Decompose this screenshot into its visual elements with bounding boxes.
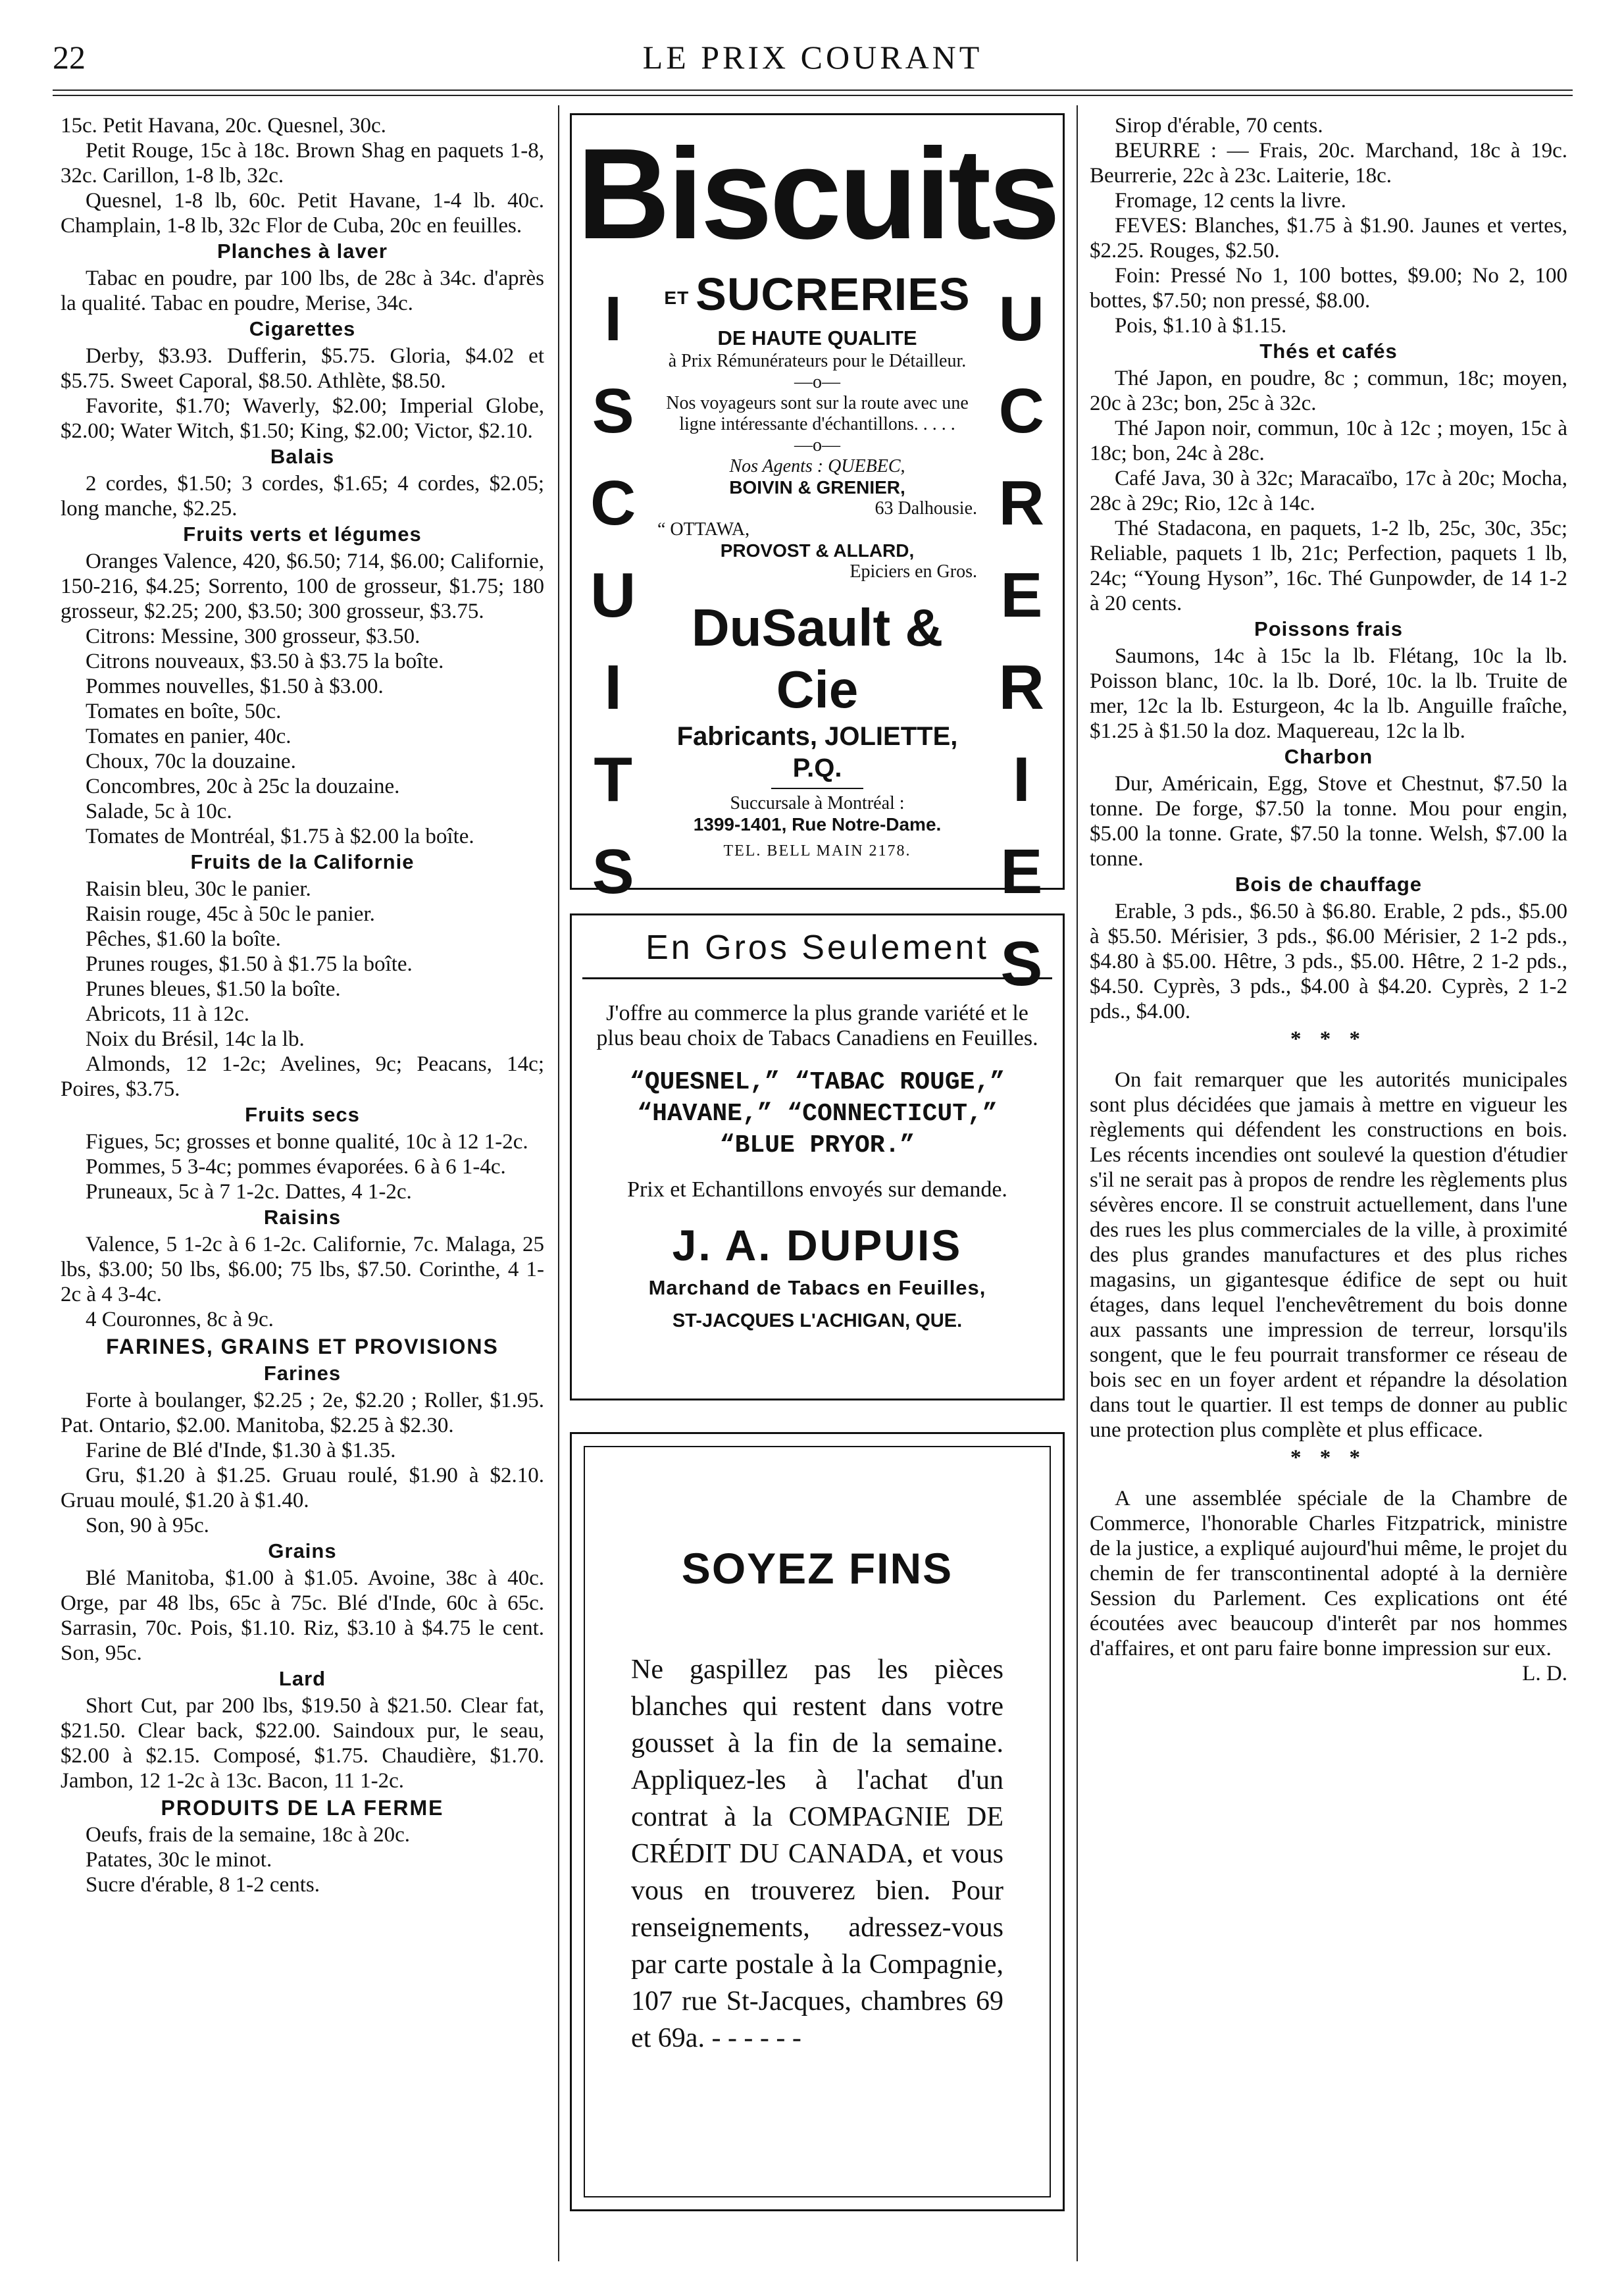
price-paragraph: Pommes, 5 3-4c; pommes évaporées. 6 à 6 1-4c.	[86, 1155, 506, 1179]
price-paragraph: Figues, 5c; grosses et bonne qualité, 10c à 12 1-2c.	[86, 1130, 528, 1154]
price-paragraph: Favorite, $1.70; Waverly, $2.00; Imperial Globe, $2.00; Water Witch, $1.50; King, $2.00; Victor, $2.10.	[61, 394, 544, 443]
price-paragraph: Quesnel, 1-8 lb, 60c. Petit Havane, 1-4 lb. 40c. Champlain, 1-8 lb, 32c Flor de Cuba, 20c en feuilles.	[61, 189, 544, 238]
agent-quebec-address: 63 Dalhousie.	[875, 498, 977, 519]
price-paragraph: Dur, Américain, Egg, Stove et Chestnut, $7.50 la tonne. De forge, $7.50 la tonne. Mou pour engin, $5.00 la tonne. Grate, $7.50 la tonne. Welsh, $7.00 la tonne.	[1090, 772, 1567, 871]
et-label: ET	[664, 287, 690, 308]
dupuis-tobacco-advertisement	[570, 913, 1065, 1400]
price-paragraph: Short Cut, par 200 lbs, $19.50 à $21.50. Clear fat, $21.50. Clear back, $22.00. Saindoux pur, le seau, $2.00 à $2.15. Composé, $1.75. Chaudière, $1.70. Jambon, 12 1-2c à 13c. Bacon, 11 1-2c.	[61, 1694, 544, 1793]
section-separator: * * *	[1290, 1027, 1367, 1051]
vertical-letter: R	[998, 652, 1044, 723]
price-paragraph: Prunes bleues, $1.50 la boîte.	[86, 977, 341, 1001]
page-number: 22	[53, 39, 86, 76]
price-paragraph: Tabac en poudre, par 100 lbs, de 28c à 34c. d'après la qualité. Tabac en poudre, Merise, 34c.	[61, 267, 544, 315]
price-paragraph: Valence, 5 1-2c à 6 1-2c. Californie, 7c. Malaga, 25 lbs, $3.00; 50 lbs, $6.00; 75 lbs, $7.50. Corinthe, 4 1-2c à 4 3-4c.	[61, 1233, 544, 1306]
price-paragraph: Thé Stadacona, en paquets, 1-2 lb, 25c, 30c, 35c; Reliable, paquets 1 lb, 21c; Perfection, paquets 1 lb, 24c; “Young Hyson”, 16c. Thé Gunpowder, de 14 1-2 à 20 cents.	[1090, 517, 1567, 615]
tobacco-brands: “QUESNEL,” “TABAC ROUGE,” “HAVANE,” “CONNECTICUT,” “BLUE PRYOR.”	[629, 1068, 1005, 1160]
price-paragraph: Oeufs, frais de la semaine, 18c à 20c.	[86, 1823, 410, 1847]
vertical-letter: I	[604, 284, 622, 354]
section-heading-major: PRODUITS DE LA FERME	[161, 1796, 444, 1820]
price-paragraph: Fromage, 12 cents la livre.	[1115, 189, 1346, 213]
fabricants-location: Fabricants, JOLIETTE, P.Q.	[676, 721, 958, 783]
section-separator: * * *	[1290, 1446, 1367, 1470]
price-paragraph: Son, 90 à 95c.	[86, 1514, 209, 1537]
section-heading: Planches à laver	[217, 240, 388, 263]
price-paragraph: 2 cordes, $1.50; 3 cordes, $1.65; 4 cordes, $2.05; long manche, $2.25.	[61, 472, 544, 521]
price-paragraph: 4 Couronnes, 8c à 9c.	[86, 1308, 274, 1331]
company-name: DuSault & Cie	[691, 598, 944, 719]
section-heading: Balais	[270, 445, 335, 468]
vertical-letter: C	[590, 468, 636, 538]
price-paragraph: Thé Japon noir, commun, 10c à 12c ; moyen, 15c à 18c; bon, 24c à 28c.	[1090, 417, 1567, 465]
price-paragraph: BEURRE : — Frais, 20c. Marchand, 18c à 19c. Beurrerie, 22c à 23c. Laiterie, 18c.	[1090, 139, 1567, 188]
price-paragraph: Prunes rouges, $1.50 à $1.75 la boîte.	[86, 952, 413, 976]
price-paragraph: Blé Manitoba, $1.00 à $1.05. Avoine, 38c à 40c. Orge, par 48 lbs, 65c à 75c. Blé d'Inde, 60c à 65c. Sarrasin, 70c. Pois, $1.10. Riz, $3.10 à $4.75 le cent. Son, 95c.	[61, 1566, 544, 1665]
vertical-letter: R	[998, 468, 1044, 538]
price-paragraph: Raisin bleu, 30c le panier.	[86, 877, 311, 901]
section-heading: Lard	[278, 1667, 326, 1690]
price-paragraph: Pommes nouvelles, $1.50 à $3.00.	[86, 675, 384, 698]
merchant-title: Marchand de Tabacs en Feuilles,	[648, 1276, 986, 1299]
header-rule	[53, 90, 1573, 91]
header-rule-double	[53, 95, 1573, 96]
biscuits-headline: Biscuits	[576, 122, 1058, 266]
price-paragraph: A une assemblée spéciale de la Chambre de Commerce, l'honorable Charles Fitzpatrick, ministre de la justice, a expliqué aujourd'hui même, le projet du chemin de fer transcontinental adopté à la dernière Session du Parlement. Ces explications ont été écoutées avec beaucoup d'interêt par nos hommes d'affaires, et ont paru faire bonne impression sur eux.	[1090, 1487, 1567, 1660]
telephone: TEL. BELL MAIN 2178.	[723, 842, 911, 860]
price-paragraph: Concombres, 20c à 25c la douzaine.	[86, 775, 400, 798]
separator: —o—	[794, 434, 840, 455]
sucreries-vertical-letters	[999, 273, 1044, 1010]
price-paragraph: Derby, $3.93. Dufferin, $5.75. Gloria, $4.02 et $5.75. Sweet Caporal, $8.50. Athlète, $8.50.	[61, 344, 544, 393]
dupuis-ad-body	[596, 1001, 1039, 1339]
agent-quebec-name: BOIVIN & GRENIER,	[729, 476, 905, 498]
price-paragraph: Forte à boulanger, $2.25 ; 2e, $2.20 ; Roller, $1.95. Pat. Ontario, $2.00. Manitoba, $2.25 à $2.30.	[61, 1389, 544, 1437]
column-divider-left	[558, 105, 559, 2261]
soyez-fins-advertisement	[570, 1432, 1065, 2211]
price-paragraph: Pêches, $1.60 la boîte.	[86, 927, 281, 951]
section-heading: Fruits secs	[245, 1103, 360, 1126]
succursale-label: Succursale à Montréal :	[730, 792, 905, 813]
vertical-letter: S	[1000, 929, 1043, 999]
section-heading: Charbon	[1284, 745, 1373, 768]
price-paragraph: Saumons, 14c à 15c la lb. Flétang, 10c la lb. Poisson blanc, 10c. la lb. Doré, 10c. la lb. Truite de mer, 12c la lb. Esturgeon, 4c la lb. Anguille fraîche, $1.25 à $1.50 la doz. Maquereau, 12c la lb.	[1090, 644, 1567, 743]
price-paragraph: Thé Japon, en poudre, 8c ; commun, 18c; moyen, 20c à 23c; bon, 25c à 32c.	[1090, 367, 1567, 415]
section-heading: Raisins	[263, 1206, 342, 1229]
offer-text: J'offre au commerce la plus grande variété et le plus beau choix de Tabacs Canadiens en Feuilles.	[596, 1001, 1038, 1050]
price-paragraph: Sirop d'érable, 70 cents.	[1115, 114, 1323, 138]
market-prices-column-right	[1090, 113, 1567, 1686]
column-divider-right	[1077, 105, 1078, 2261]
price-paragraph: On fait remarquer que les autorités municipales sont plus décidées que jamais à mettre en vigueur les règlements qui défendent les constructions en bois. Les récents incendies ont soulevé la question d'étudier s'il ne serait pas à propos de rendre les règlements plus sévères encore. Il se construit actuellement, dans l'une des rues les plus commerciales de la ville, à proximité des plus grandes manufactures et des plus riches magasins, un gigantesque édifice de sept ou huit étages, dans lequel l'enchevêtrement du bois donne aux passants une impression de terreur, lorsqu'ils songent, que le feu pourrait transformer ce réseau de bois sec en un foyer ardent et répandre la désolation dans tout le quartier. Il est temps de donner au public une protection plus complète et plus efficace.	[1090, 1068, 1567, 1442]
price-paragraph: Salade, 5c à 10c.	[86, 800, 232, 823]
price-paragraph: Petit Rouge, 15c à 18c. Brown Shag en paquets 1-8, 32c. Carillon, 1-8 lb, 32c.	[61, 139, 544, 188]
vertical-letter: U	[590, 560, 636, 630]
section-heading: Thés et cafés	[1259, 340, 1398, 363]
price-paragraph: FEVES: Blanches, $1.75 à $1.90. Jaunes et vertes, $2.25. Rouges, $2.50.	[1090, 214, 1567, 263]
price-paragraph: Pruneaux, 5c à 7 1-2c. Dattes, 4 1-2c.	[86, 1180, 412, 1204]
section-heading: Fruits verts et légumes	[183, 523, 422, 546]
vertical-letter: C	[998, 376, 1044, 446]
soyez-fins-body: Ne gaspillez pas les pièces blanches qui restent dans votre gousset à la fin de la semaine. Appliquez-les à l'achat d'un contrat à la COMPAGNIE DE CRÉDIT DU CANADA, et vous vous en trouverez bien. Pour renseignements, adressez-vous par carte postale à la Compagnie, 107 rue St-Jacques, chambres 69 et 69a. - - - - - -	[631, 1655, 1003, 2053]
market-prices-column-left	[61, 113, 544, 1897]
samples-text: Prix et Echantillons envoyés sur demande.	[627, 1177, 1007, 1202]
sucreries-headline	[657, 267, 977, 326]
merchant-name: J. A. DUPUIS	[672, 1221, 963, 1270]
price-paragraph: Gru, $1.20 à $1.25. Gruau roulé, $1.90 à $2.10. Gruau moulé, $1.20 à $1.40.	[61, 1464, 544, 1512]
haute-qualite: DE HAUTE QUALITE	[717, 326, 917, 349]
price-paragraph: Tomates de Montréal, $1.75 à $2.00 la boîte.	[86, 825, 474, 848]
vertical-letter: E	[1000, 560, 1043, 630]
signature: L. D.	[1522, 1662, 1567, 1685]
price-paragraph: Farine de Blé d'Inde, $1.30 à $1.35.	[86, 1439, 396, 1462]
vertical-letter: U	[998, 284, 1044, 354]
price-paragraph: Abricots, 11 à 12c.	[86, 1002, 249, 1026]
section-heading: Cigarettes	[249, 317, 356, 340]
vertical-letter: S	[592, 376, 634, 446]
vertical-letter: I	[604, 652, 622, 723]
price-paragraph: Erable, 3 pds., $6.50 à $6.80. Erable, 2 pds., $5.00 à $5.50. Mérisier, 3 pds., $6.00 Mérisier, 2 1-2 pds., $4.80 à $5.00. Hêtre, 3 pds., $5.00. Hêtre, 2 1-2 pds., $4.50. Cyprès, 3 pds., $4.00 à $4.20. Cyprès, 2 1-2 pds., $4.00.	[1090, 900, 1567, 1023]
vertical-letter: I	[1013, 744, 1030, 815]
voyageurs-text: Nos voyageurs sont sur la route avec une ligne intéressante d'échantillons. . . . .	[666, 392, 969, 434]
page-header	[53, 38, 1573, 86]
price-paragraph: Almonds, 12 1-2c; Avelines, 9c; Peacans, 14c; Poires, $3.75.	[61, 1052, 544, 1101]
price-paragraph: 15c. Petit Havana, 20c. Quesnel, 30c.	[61, 114, 386, 138]
agent-ottawa-name: PROVOST & ALLARD,	[720, 540, 915, 561]
price-paragraph: Citrons nouveaux, $3.50 à $3.75 la boîte.	[86, 650, 444, 673]
section-heading: Poissons frais	[1254, 617, 1403, 640]
merchant-location: ST-JACQUES L'ACHIGAN, QUE.	[672, 1310, 963, 1331]
price-paragraph: Tomates en boîte, 50c.	[86, 700, 282, 723]
biscuits-vertical-letters	[590, 273, 636, 918]
soyez-fins-title: SOYEZ FINS	[681, 1544, 953, 1593]
prix-text: à Prix Rémunérateurs pour le Détailleur.	[668, 350, 967, 371]
biscuits-ad-body	[657, 267, 977, 861]
agent-ottawa-description: Epiciers en Gros.	[850, 561, 977, 582]
price-paragraph: Pois, $1.10 à $1.15.	[1115, 314, 1287, 338]
section-heading: Fruits de la Californie	[190, 850, 415, 873]
vertical-letter: S	[592, 836, 634, 907]
price-paragraph: Tomates en panier, 40c.	[86, 725, 292, 748]
section-heading: Farines	[263, 1362, 342, 1385]
price-paragraph: Sucre d'érable, 8 1-2 cents.	[86, 1873, 320, 1897]
montreal-address: 1399-1401, Rue Notre-Dame.	[693, 813, 942, 834]
price-paragraph: Café Java, 30 à 32c; Maracaïbo, 17c à 20c; Mocha, 28c à 29c; Rio, 12c à 14c.	[1090, 467, 1567, 515]
price-paragraph: Noix du Brésil, 14c la lb.	[86, 1027, 305, 1051]
sucreries-label: SUCRERIES	[696, 269, 971, 320]
price-paragraph: Foin: Pressé No 1, 100 bottes, $9.00; No 2, 100 bottes, $7.50; non pressé, $8.00.	[1090, 264, 1567, 313]
section-heading-major: FARINES, GRAINS ET PROVISIONS	[106, 1335, 499, 1358]
journal-title: LE PRIX COURANT	[642, 39, 983, 76]
en-gros-heading: En Gros Seulement	[582, 926, 1052, 979]
price-paragraph: Oranges Valence, 420, $6.50; 714, $6.00; Californie, 150-216, $4.25; Sorrento, 100 de grosseur, $1.75; 180 grosseur, $2.25; 200, $3.50; 300 grosseur, $3.75.	[61, 550, 544, 623]
separator: —o—	[794, 371, 840, 392]
agent-ottawa-city: “ OTTAWA,	[657, 519, 750, 540]
price-paragraph: Patates, 30c le minot.	[86, 1848, 272, 1872]
section-heading: Grains	[268, 1539, 337, 1562]
soyez-fins-inner-border	[584, 1446, 1051, 2197]
section-heading: Bois de chauffage	[1235, 873, 1422, 896]
agents-label: Nos Agents : QUEBEC,	[729, 455, 905, 476]
vertical-letter: E	[1000, 836, 1043, 907]
price-paragraph: Choux, 70c la douzaine.	[86, 750, 296, 773]
small-separator	[771, 788, 863, 789]
price-paragraph: Raisin rouge, 45c à 50c le panier.	[86, 902, 375, 926]
price-paragraph: Citrons: Messine, 300 grosseur, $3.50.	[86, 625, 420, 648]
vertical-letter: T	[594, 744, 632, 815]
